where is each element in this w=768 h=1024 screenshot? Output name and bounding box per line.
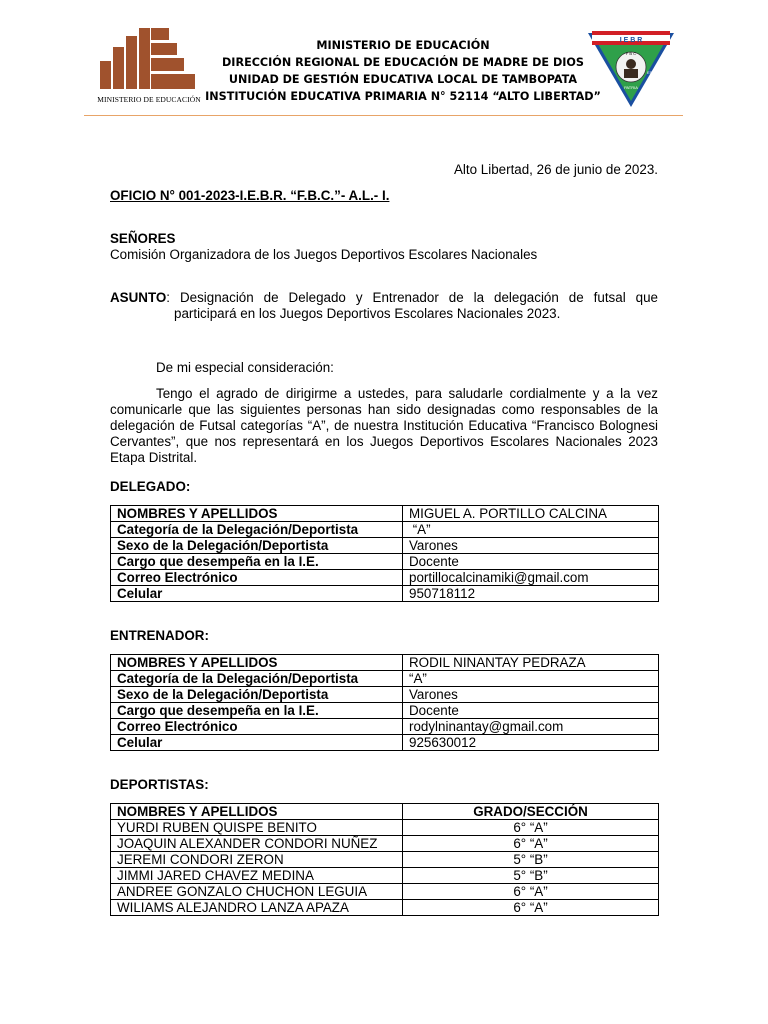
logo-caption: MINISTERIO DE EDUCACIÓN [97,95,201,104]
row-value: 925630012 [403,735,659,751]
table-row [111,703,659,719]
header-line: DIRECCIÓN REGIONAL DE EDUCACIÓN DE MADRE DE DIOS [222,56,584,69]
entrenador-heading: ENTRENADOR: [110,628,209,643]
asunto-label: ASUNTO [110,290,167,305]
table-row [111,852,659,868]
row-label: Categoría de la Delegación/Deportista [111,522,403,538]
table-row [111,687,659,703]
table-header-row [111,804,659,820]
asunto-text-1: : Designación de Delegado y Entrenador de la delegación de futsal que [166,290,658,305]
recipient-name: Comisión Organizadora de los Juegos Deportivos Escolares Nacionales [110,247,538,262]
row-value: Docente [403,554,659,570]
table-row [111,554,659,570]
table-row [111,586,659,602]
row-label: Correo Electrónico [111,570,403,586]
header-line: MINISTERIO DE EDUCACIÓN [316,39,490,52]
row-value: Varones [403,538,659,554]
row-label: Cargo que desempeña en la I.E. [111,703,403,719]
table-row [111,719,659,735]
athlete-grade: 5° “B” [403,852,659,868]
athlete-name: YURDI RUBEN QUISPE BENITO [111,820,403,836]
crest-motto-left: DIOS [601,70,611,75]
crest-motto-right: ESTUDIO [647,70,665,75]
row-value: RODIL NINANTAY PEDRAZA [403,655,659,671]
row-label: NOMBRES Y APELLIDOS [111,655,403,671]
crest-letters: I E B R [619,37,643,44]
asunto-line-1 [110,290,658,306]
athlete-grade: 5° “B” [403,868,659,884]
deportistas-table [110,803,659,916]
row-value: MIGUEL A. PORTILLO CALCINA [403,506,659,522]
table-row [111,671,659,687]
school-crest [586,27,676,109]
oficio-number: OFICIO N° 001-2023-I.E.B.R. “F.B.C.”- A.L.- I. [110,188,390,203]
athlete-grade: 6° “A” [403,836,659,852]
table-row [111,655,659,671]
header-line: UNIDAD DE GESTIÓN EDUCATIVA LOCAL DE TAMBOPATA [228,73,578,86]
row-label: NOMBRES Y APELLIDOS [111,506,403,522]
crest-small-letters: F B C [625,51,637,56]
row-value: portillocalcinamiki@gmail.com [403,570,659,586]
date-line: Alto Libertad, 26 de junio de 2023. [454,162,658,177]
row-value: rodylninantay@gmail.com [403,719,659,735]
delegado-table [110,505,659,602]
col-header-grade: GRADO/SECCIÓN [403,804,659,820]
row-label: Celular [111,735,403,751]
table-row [111,522,659,538]
asunto-line-2: participará en los Juegos Deportivos Escolares Nacionales 2023. [174,306,561,321]
table-row [111,884,659,900]
row-value: 950718112 [403,586,659,602]
athlete-name: ANDREE GONZALO CHUCHON LEGUIA [111,884,403,900]
athlete-name: JIMMI JARED CHAVEZ MEDINA [111,868,403,884]
crest-shield-icon [586,27,676,109]
institution-header [205,37,601,105]
col-header-name: NOMBRES Y APELLIDOS [111,804,403,820]
table-row [111,820,659,836]
athlete-grade: 6° “A” [403,820,659,836]
table-row [111,836,659,852]
ministerio-logo [96,26,202,108]
row-label: Sexo de la Delegación/Deportista [111,538,403,554]
row-label: Correo Electrónico [111,719,403,735]
row-value: Docente [403,703,659,719]
brick-stairs-icon [96,26,202,92]
row-label: Categoría de la Delegación/Deportista [111,671,403,687]
row-value: Varones [403,687,659,703]
body-paragraph: Tengo el agrado de dirigirme a ustedes, para saludarle cordialmente y a la vez comunicarle que las siguientes personas han sido designadas como responsables de la delegación de Futsal categorías “A”, de nuestra Institución Educativa “Francisco Bolognesi Cervantes”, que nos representará en los Juegos Deportivos Escolares Nacionales 2023 Etapa Distrital. [110,386,658,465]
recipient-title: SEÑORES [110,231,176,246]
delegado-heading: DELEGADO: [110,479,191,494]
table-row [111,868,659,884]
row-label: Cargo que desempeña en la I.E. [111,554,403,570]
table-row [111,570,659,586]
header-line: INSTITUCIÓN EDUCATIVA PRIMARIA N° 52114 “ALTO LIBERTAD” [205,90,601,103]
header-divider [84,115,683,116]
row-label: Sexo de la Delegación/Deportista [111,687,403,703]
athlete-name: JEREMI CONDORI ZERON [111,852,403,868]
asunto-block [110,290,658,322]
athlete-grade: 6° “A” [403,900,659,916]
athlete-grade: 6° “A” [403,884,659,900]
row-value: “A” [403,671,659,687]
greeting: De mi especial consideración: [156,360,334,375]
athlete-name: WILIAMS ALEJANDRO LANZA APAZA [111,900,403,916]
table-row [111,506,659,522]
table-row [111,538,659,554]
crest-motto-bottom: PATRIA [624,85,638,90]
row-label: Celular [111,586,403,602]
table-row [111,900,659,916]
table-row [111,735,659,751]
athlete-name: JOAQUIN ALEXANDER CONDORI NUÑEZ [111,836,403,852]
deportistas-heading: DEPORTISTAS: [110,777,209,792]
entrenador-table [110,654,659,751]
row-value: “A” [403,522,659,538]
